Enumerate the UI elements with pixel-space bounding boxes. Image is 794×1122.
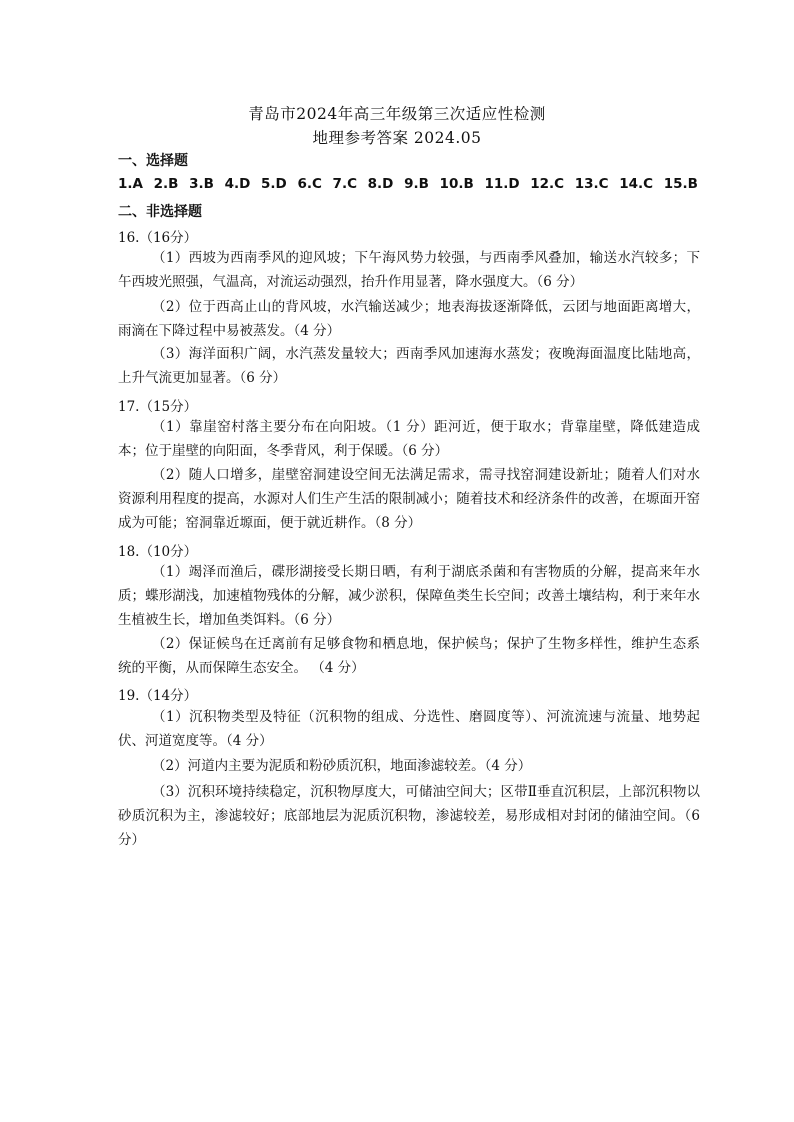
answer-item: 4.D xyxy=(224,176,251,192)
question-18-part-1: （1）竭泽而渔后，碟形湖接受长期日晒，有利于湖底杀菌和有害物质的分解，提高来年水质；蝶形湖浅，加速植物残体的分解，减少淤积，保障鱼类生长空间；改善土壤结构，利于来年水生植被生长，增加鱼类饵料。（6 分） xyxy=(118,564,700,628)
question-17-header: 17.（15分） xyxy=(118,399,198,415)
section-heading-nonchoice: 二、非选择题 xyxy=(118,204,202,220)
question-16-part-1: （1）西坡为西南季风的迎风坡；下午海风势力较强，与西南季风叠加，输送水汽较多；下午西坡光照强，气温高，对流运动强烈，抬升作用显著，降水强度大。（6 分） xyxy=(118,250,700,290)
question-18-part-2: （2）保证候鸟在迁离前有足够食物和栖息地，保护候鸟；保护了生物多样性，维护生态系统的平衡，从而保障生态安全。 （4 分） xyxy=(118,636,700,676)
answer-item: 9.B xyxy=(404,176,429,192)
answer-item: 2.B xyxy=(153,176,179,192)
page-title: 青岛市2024年高三年级第三次适应性检测 xyxy=(248,105,546,123)
question-16-part-3: （3）海洋面积广阔，水汽蒸发量较大；西南季风加速海水蒸发；夜晚海面温度比陆地高，上升气流更加显著。（6 分） xyxy=(118,346,700,386)
answer-item: 15.B xyxy=(663,176,698,192)
answer-item: 12.C xyxy=(530,176,565,192)
answer-item: 3.B xyxy=(189,176,214,192)
question-18-header: 18.（10分） xyxy=(118,544,198,560)
question-19-part-3: （3）沉积环境持续稳定，沉积物厚度大，可储油空间大；区带Ⅱ垂直沉积层，上部沉积物以砂质沉积为主，渗滤较好；底部地层为泥质沉积物，渗滤较差，易形成相对封闭的储油空间。（6分） xyxy=(118,784,700,848)
answer-item: 11.D xyxy=(484,176,520,192)
answer-item: 6.C xyxy=(297,176,322,192)
answer-item: 1.A xyxy=(118,176,143,192)
question-17-part-1: （1）靠崖窑村落主要分布在向阳坡。（1 分）距河近，便于取水；背靠崖壁，降低建造成本；位于崖壁的向阳面，冬季背风，利于保暖。（6 分） xyxy=(118,419,700,459)
answer-item: 10.B xyxy=(439,176,474,192)
answer-item: 14.C xyxy=(619,176,654,192)
question-16-part-2: （2）位于西高止山的背风坡，水汽输送减少；地表海拔逐渐降低，云团与地面距离增大，雨滴在下降过程中易被蒸发。（4 分） xyxy=(118,299,700,339)
answer-item: 5.D xyxy=(261,176,287,192)
answer-item: 13.C xyxy=(574,176,609,192)
question-19-header: 19.（14分） xyxy=(118,688,198,704)
section-heading-choice: 一、选择题 xyxy=(118,153,188,169)
answer-item: 8.D xyxy=(367,176,394,192)
choice-answers-row xyxy=(118,176,698,192)
question-19-part-2: （2）河道内主要为泥质和粉砂质沉积，地面渗滤较差。（4 分） xyxy=(152,758,532,774)
page-subtitle: 地理参考答案 2024.05 xyxy=(312,129,482,147)
question-19-part-1: （1）沉积物类型及特征（沉积物的组成、分选性、磨圆度等）、河流流速与流量、地势起伏、河道宽度等。（4 分） xyxy=(118,709,700,749)
answer-item: 7.C xyxy=(332,176,357,192)
question-17-part-2: （2）随人口增多，崖壁窑洞建设空间无法满足需求，需寻找窑洞建设新址；随着人们对水资源利用程度的提高，水源对人们生产生活的限制减小；随着技术和经济条件的改善，在塬面开窑成为可能；窑洞靠近塬面，便于就近耕作。（8 分） xyxy=(118,467,700,531)
question-16-header: 16.（16分） xyxy=(118,230,198,246)
